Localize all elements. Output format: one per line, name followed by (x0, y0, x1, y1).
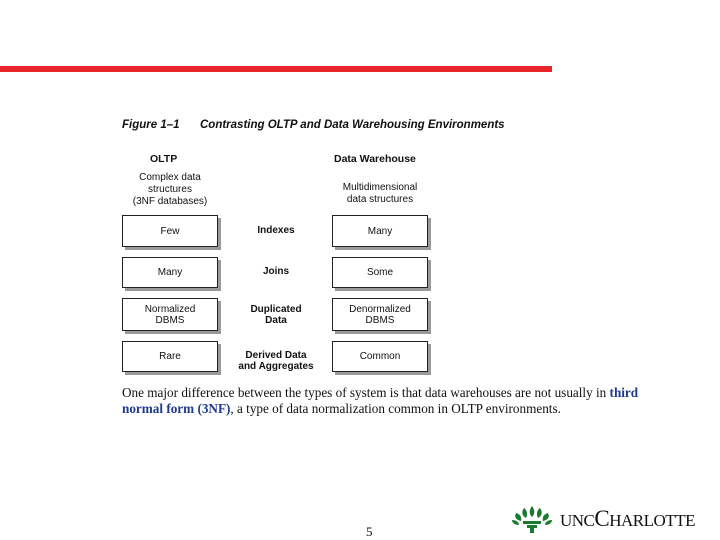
caption-text: , a type of data normalization common in OLTP environments. (230, 401, 561, 416)
aspect-text: Indexes (257, 225, 295, 236)
cell-text: Rare (159, 351, 181, 362)
dw-sub-line: data structures (346, 194, 414, 205)
cell-text: DBMS (155, 314, 185, 326)
logo-wordmark (560, 506, 695, 532)
crown-leaf-icon (510, 504, 554, 534)
oltp-cell-duplicated (122, 298, 218, 331)
oltp-sub-line: (3NF databases) (132, 196, 208, 207)
oltp-cell-indexes (122, 215, 218, 247)
logo-initial: C (594, 506, 610, 531)
cell-text: Few (160, 225, 180, 237)
caption-term: third normal form (3NF) (122, 385, 639, 416)
figure-caption (122, 385, 642, 417)
dw-cell-joins (332, 257, 428, 288)
dw-subheader (326, 182, 434, 206)
cell-text: Denormalized (349, 303, 411, 315)
logo-rest: HARLOTTE (609, 511, 695, 530)
aspect-text: Data (265, 315, 287, 326)
cell-text: DBMS (365, 314, 395, 326)
title-accent-bar (0, 66, 552, 72)
aspect-text: Duplicated (250, 304, 302, 315)
aspect-text: and Aggregates (238, 361, 314, 372)
dw-cell-duplicated (332, 298, 428, 331)
unc-charlotte-logo (510, 503, 695, 535)
oltp-cell-joins (122, 257, 218, 288)
figure-title (122, 119, 505, 131)
aspect-joins (226, 266, 326, 277)
aspect-indexes (226, 225, 326, 236)
cell-text: Some (366, 267, 394, 278)
cell-text: Normalized (144, 303, 196, 315)
aspect-text: Derived Data (245, 350, 307, 361)
oltp-sub-line: structures (148, 184, 192, 195)
dw-sub-line: Multidimensional (342, 182, 418, 193)
caption-text: One major difference between the types of system is that data warehouses are not usually in (122, 385, 610, 400)
oltp-subheader (118, 172, 222, 208)
cell-text: Common (359, 351, 401, 362)
page-number: 5 (366, 524, 373, 539)
cell-text: Many (367, 225, 393, 237)
oltp-sub-line: Complex data (139, 172, 201, 183)
oltp-header: OLTP (150, 153, 178, 165)
dw-cell-derived (332, 341, 428, 372)
oltp-cell-derived (122, 341, 218, 372)
aspect-duplicated-data (226, 304, 326, 326)
figure-caption-title: Contrasting OLTP and Data Warehousing Environments (200, 119, 505, 131)
logo-prefix: UNC (560, 511, 595, 530)
cell-text: Many (157, 267, 183, 278)
aspect-derived-data (226, 350, 326, 372)
figure-number: Figure 1–1 (122, 119, 180, 131)
dw-cell-indexes (332, 215, 428, 247)
aspect-text: Joins (262, 266, 290, 277)
data-warehouse-header: Data Warehouse (334, 153, 416, 165)
